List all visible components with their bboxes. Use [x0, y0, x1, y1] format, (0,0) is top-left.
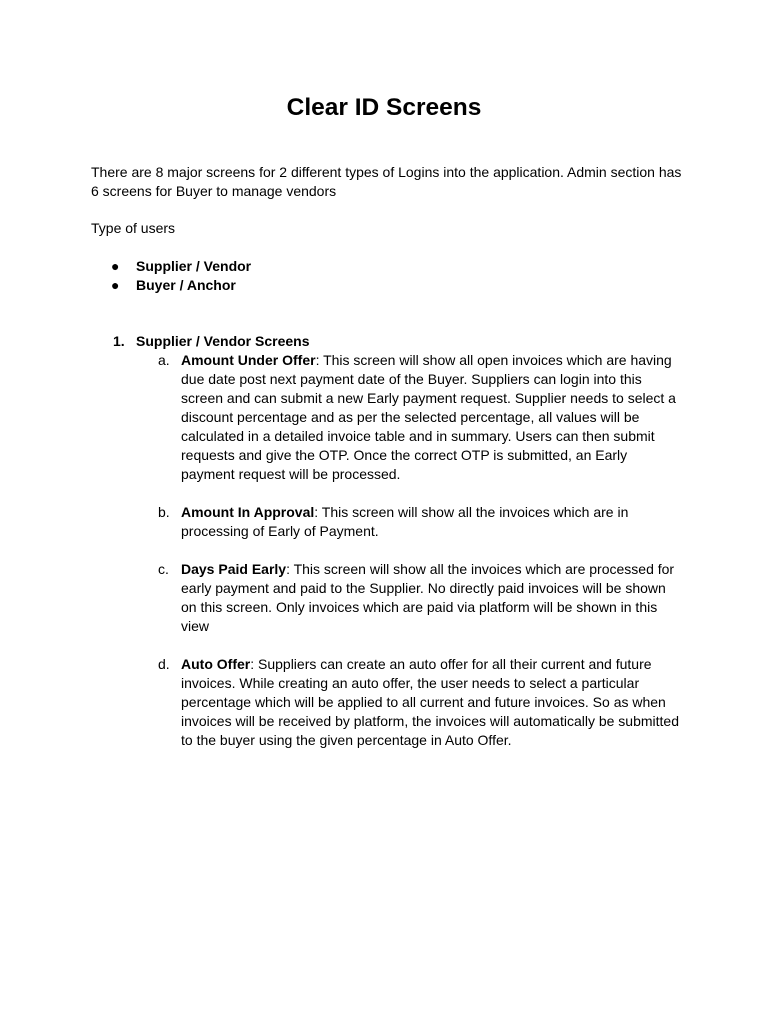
document-title: Clear ID Screens: [286, 94, 482, 121]
section-number: 1.: [113, 333, 125, 349]
screen-description: : Suppliers can create an auto offer for all their current and future invoices. While creating an auto offer, the user needs to select a particular percentage which will be applied to all current and future invoices. So as when invoices will be received by platform, the invoices will automatically be submitted to the buyer using the given percentage in Auto Offer.: [181, 656, 679, 748]
screen-term: Amount In Approval: [181, 504, 315, 520]
screen-term: Days Paid Early: [181, 561, 287, 577]
screen-list: [91, 351, 691, 750]
screen-term: Amount Under Offer: [181, 352, 316, 368]
section-heading-label: Supplier / Vendor Screens: [136, 333, 310, 349]
screen-description: : This screen will show all open invoices which are having due date post next payment date of the Buyer. Suppliers can login into this screen and can submit a new Early payment request. Supplier needs to select a discount percentage and as per the selected percentage, all values will be calculated in a detailed invoice table and in summary. Users can then submit requests and give the OTP. Once the correct OTP is submitted, an Early payment request will be processed.: [181, 352, 676, 482]
screen-item: [91, 351, 681, 484]
screen-description: : This screen will show all the invoices which are processed for early payment and paid to the Supplier. No directly paid invoices will be shown on this screen. Only invoices which are paid via platform will be shown in this view: [181, 561, 675, 634]
screen-item: [91, 503, 681, 541]
user-type-label: Buyer / Anchor: [136, 277, 236, 293]
screen-item: [91, 560, 681, 636]
user-type-item: [91, 257, 251, 276]
screen-item: [91, 655, 681, 750]
section-heading: [91, 332, 691, 351]
user-type-item: [91, 276, 251, 295]
bullet-icon: ●: [111, 258, 120, 274]
screen-term: Auto Offer: [181, 656, 251, 672]
intro-paragraph: There are 8 major screens for 2 different types of Logins into the application. Admin section has 6 screens for Buyer to manage vendors: [91, 164, 682, 199]
screen-description: : This screen will show all the invoices which are in processing of Early of Payment.: [181, 504, 629, 539]
item-letter: d.: [158, 656, 170, 672]
user-type-label: Supplier / Vendor: [136, 258, 252, 274]
user-types-label: Type of users: [91, 220, 176, 236]
bullet-icon: ●: [111, 277, 120, 293]
item-letter: c.: [158, 561, 169, 577]
item-letter: b.: [158, 504, 170, 520]
item-letter: a.: [158, 352, 170, 368]
user-types-list: [91, 257, 251, 295]
supplier-vendor-section: [91, 332, 691, 769]
